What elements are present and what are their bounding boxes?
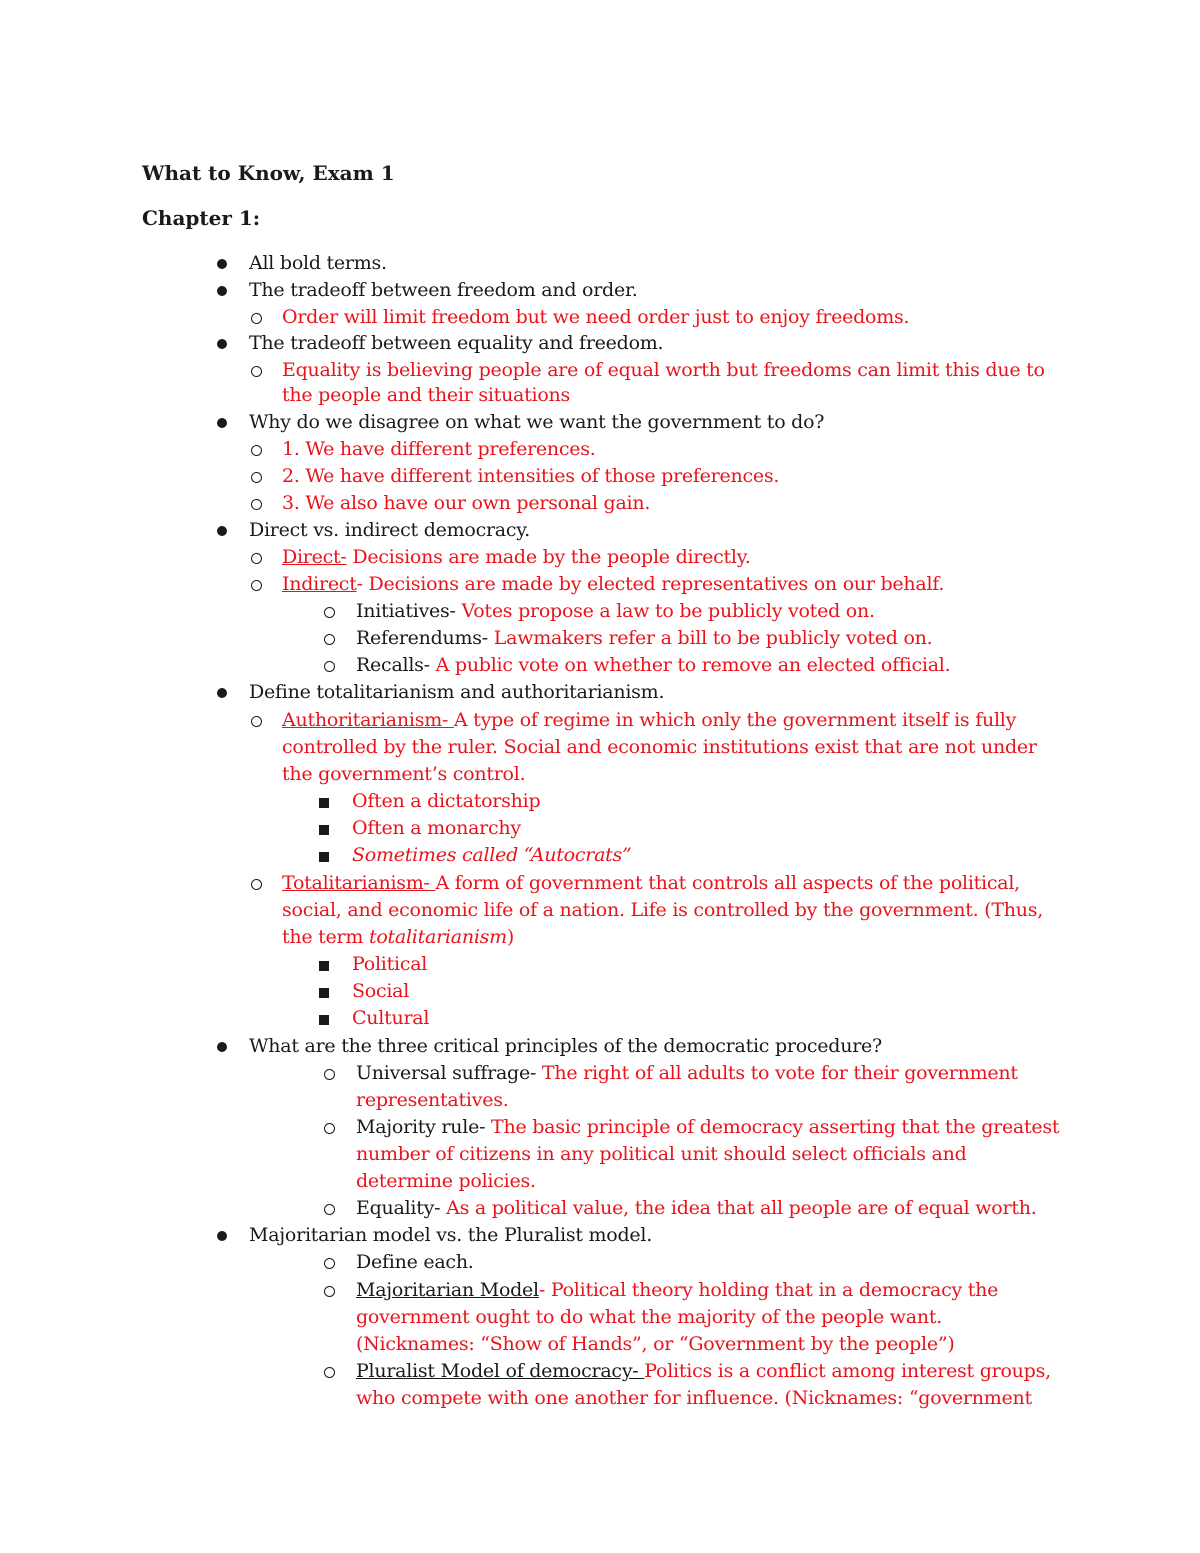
answer-text (282, 870, 1020, 897)
bullet-disc-icon (217, 1042, 227, 1052)
term-definition: The right of all adults to vote for their government (541, 1062, 1018, 1084)
term-indirect: Indirect (282, 573, 357, 595)
answer-text: 3. We also have our own personal gain. (282, 492, 651, 514)
answer-text: representatives. (356, 1089, 509, 1111)
bullet-circle-icon (251, 879, 262, 890)
term-definition: - Decisions are made by elected representatives on our behalf. (356, 573, 945, 595)
answer-text: Political (352, 953, 428, 975)
document-title: What to Know, Exam 1 (142, 161, 395, 185)
bullet-circle-icon (251, 580, 262, 591)
bullet-square-icon (319, 798, 329, 808)
term-label: Initiatives- (356, 600, 462, 622)
term-definition: Lawmakers refer a bill to be publicly voted on. (493, 627, 933, 649)
answer-fragment: ) (506, 926, 515, 948)
bullet-circle-icon (324, 634, 335, 645)
answer-text: government ought to do what the majority of the people want. (356, 1306, 943, 1328)
bullet-square-icon (319, 961, 329, 971)
bullet-circle-icon (324, 607, 335, 618)
term-direct: Direct- (282, 546, 347, 568)
term-authoritarianism: Authoritarianism- (282, 709, 454, 731)
term-definition: A type of regime in which only the government itself is fully (453, 709, 1017, 731)
bullet-circle-icon (324, 1069, 335, 1080)
answer-text: 2. We have different intensities of those preferences. (282, 465, 780, 487)
list-item (356, 1060, 1018, 1087)
answer-text: the government’s control. (282, 763, 526, 785)
bullet-circle-icon (251, 366, 262, 377)
bullet-disc-icon (217, 259, 227, 269)
term-definition: Votes propose a law to be publicly voted on. (461, 600, 875, 622)
term-definition: As a political value, the idea that all people are of equal worth. (446, 1197, 1037, 1219)
bullet-circle-icon (251, 716, 262, 727)
answer-text: Equality is believing people are of equal worth but freedoms can limit this due to (282, 359, 1045, 381)
bullet-disc-icon (217, 688, 227, 698)
list-item: The tradeoff between equality and freedom. (249, 332, 664, 354)
list-item (356, 1195, 1036, 1222)
bullet-circle-icon (324, 661, 335, 672)
list-item (356, 1114, 1059, 1141)
bullet-disc-icon (217, 1231, 227, 1241)
bullet-circle-icon (324, 1286, 335, 1297)
list-item (356, 598, 875, 625)
answer-text: determine policies. (356, 1170, 536, 1192)
list-item (356, 1358, 1051, 1385)
answer-text: 1. We have different preferences. (282, 438, 596, 460)
bullet-circle-icon (324, 1258, 335, 1269)
bullet-circle-icon (251, 445, 262, 456)
bullet-square-icon (319, 988, 329, 998)
term-majoritarian-model: Majoritarian Model (356, 1279, 539, 1301)
term-totalitarianism: Totalitarianism- (282, 872, 436, 894)
term-definition: A public vote on whether to remove an elected official. (435, 654, 951, 676)
answer-text: Often a monarchy (352, 817, 521, 839)
term-definition: The basic principle of democracy asserting that the greatest (491, 1116, 1060, 1138)
term-label: Recalls- (356, 654, 436, 676)
bullet-circle-icon (251, 313, 262, 324)
bullet-circle-icon (324, 1367, 335, 1378)
answer-text (282, 544, 751, 571)
bullet-circle-icon (324, 1123, 335, 1134)
answer-text: (Nicknames: “Show of Hands”, or “Government by the people”) (356, 1333, 955, 1355)
answer-fragment: the term (282, 926, 369, 948)
list-item: All bold terms. (249, 252, 387, 274)
bullet-disc-icon (217, 339, 227, 349)
answer-text: Order will limit freedom but we need order just to enjoy freedoms. (282, 306, 910, 328)
answer-text: Often a dictatorship (352, 790, 541, 812)
bullet-circle-icon (251, 472, 262, 483)
bullet-circle-icon (251, 553, 262, 564)
answer-text (282, 571, 944, 598)
list-item: Majoritarian model vs. the Pluralist model. (249, 1224, 653, 1246)
list-item: Define each. (356, 1251, 474, 1273)
list-item (356, 1277, 998, 1304)
chapter-heading: Chapter 1: (142, 206, 261, 230)
term-label: Referendums- (356, 627, 494, 649)
answer-text: controlled by the ruler. Social and economic institutions exist that are not under (282, 736, 1037, 758)
term-label: Majority rule- (356, 1116, 492, 1138)
term-definition: A form of government that controls all aspects of the political, (435, 872, 1020, 894)
bullet-circle-icon (251, 499, 262, 510)
term-label: Equality- (356, 1197, 447, 1219)
list-item (356, 652, 950, 679)
term-definition: - Political theory holding that in a democracy the (538, 1279, 999, 1301)
answer-text: the people and their situations (282, 384, 571, 406)
list-item: Direct vs. indirect democracy. (249, 519, 531, 541)
bullet-square-icon (319, 1015, 329, 1025)
bullet-square-icon (319, 852, 329, 862)
bullet-square-icon (319, 825, 329, 835)
bullet-disc-icon (217, 286, 227, 296)
answer-text: Cultural (352, 1007, 430, 1029)
term-definition: Politics is a conflict among interest groups, (644, 1360, 1051, 1382)
answer-text (282, 924, 514, 951)
list-item: Define totalitarianism and authoritarianism. (249, 681, 665, 703)
answer-text: number of citizens in any political unit should select officials and (356, 1143, 967, 1165)
list-item: What are the three critical principles of the democratic procedure? (249, 1035, 882, 1057)
answer-text: social, and economic life of a nation. Life is controlled by the government. (Thus, (282, 899, 1044, 921)
answer-text: who compete with one another for influence. (Nicknames: “government (356, 1387, 1032, 1409)
answer-text: Social (352, 980, 410, 1002)
list-item: The tradeoff between freedom and order. (249, 279, 638, 301)
list-item (356, 625, 932, 652)
answer-text: Sometimes called “Autocrats” (352, 844, 632, 866)
term-pluralist-model: Pluralist Model of democracy- (356, 1360, 645, 1382)
bullet-circle-icon (324, 1204, 335, 1215)
bullet-disc-icon (217, 526, 227, 536)
list-item: Why do we disagree on what we want the government to do? (249, 411, 825, 433)
answer-text (282, 707, 1016, 734)
bullet-disc-icon (217, 418, 227, 428)
term-label: Universal suffrage- (356, 1062, 542, 1084)
term-definition: Decisions are made by the people directly. (346, 546, 751, 568)
answer-fragment: totalitarianism (368, 926, 507, 948)
